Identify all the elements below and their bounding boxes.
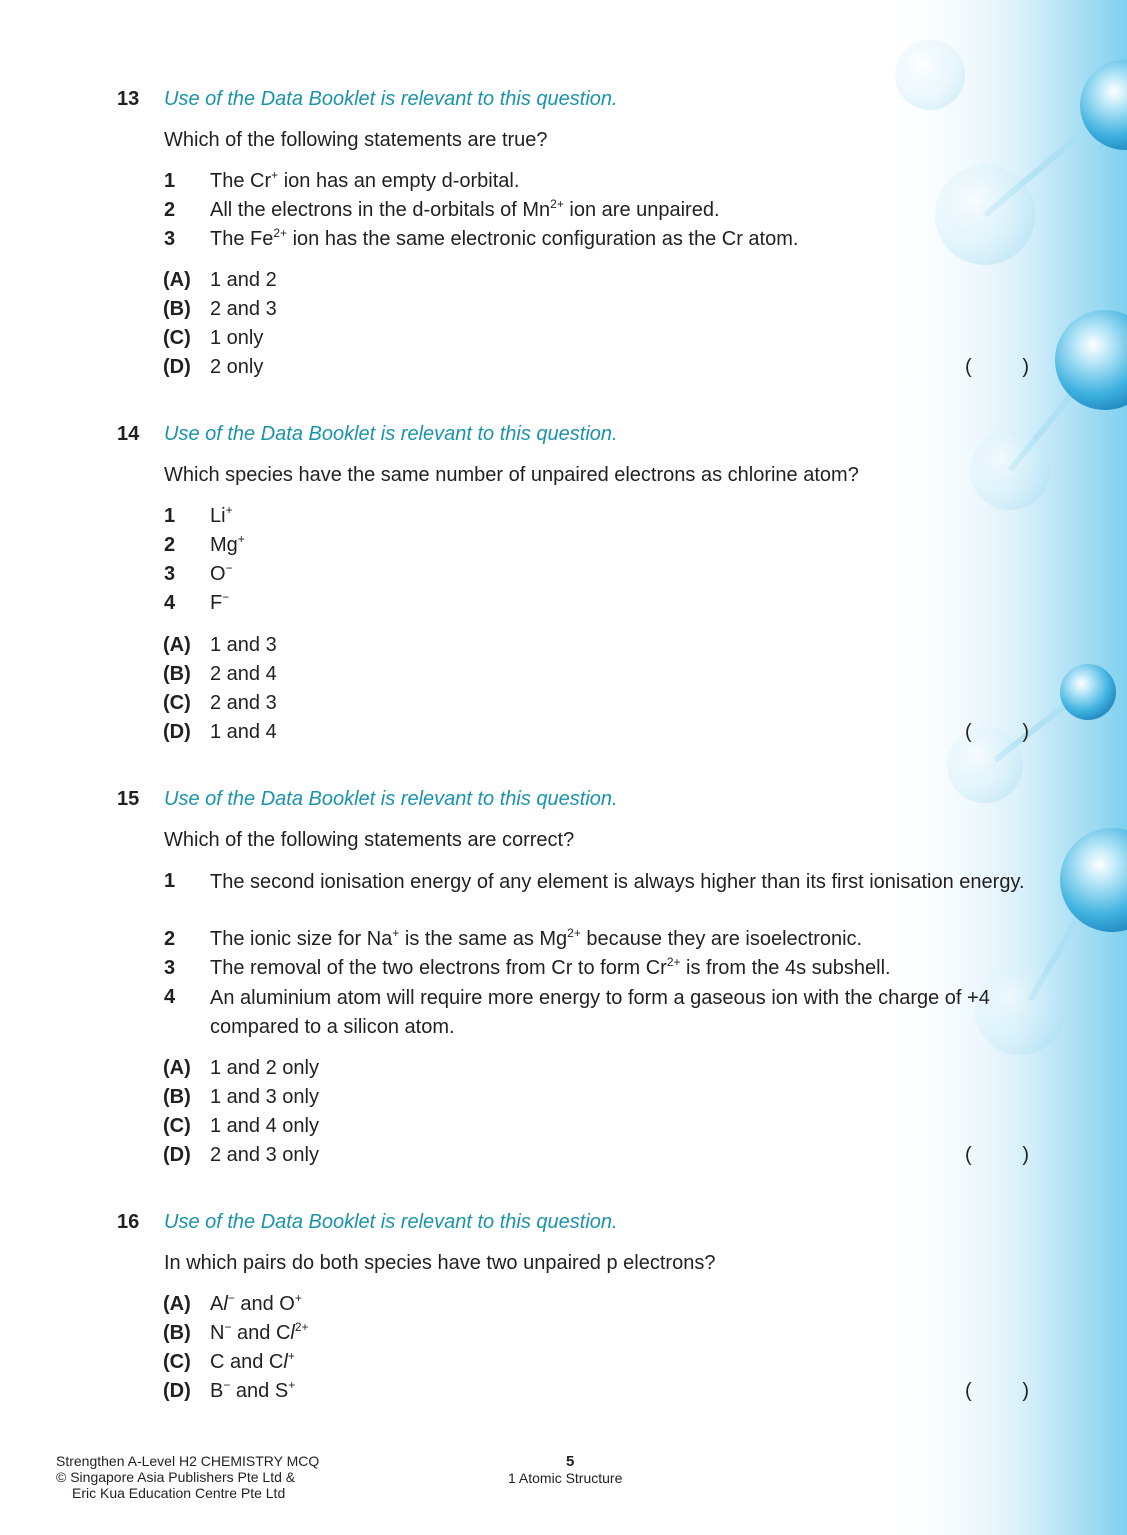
statement-text: F−	[210, 590, 230, 614]
option-label: (A)	[163, 634, 191, 656]
option-label: (D)	[163, 1144, 191, 1166]
statement	[0, 168, 1127, 197]
statement-number: 1	[164, 170, 176, 192]
option-text: 1 and 4	[210, 721, 277, 743]
statement	[0, 984, 1127, 1042]
statement	[0, 197, 1127, 226]
option-label: (A)	[163, 1057, 191, 1079]
question-number: 14	[117, 423, 140, 445]
statement	[0, 868, 1127, 926]
statement-number: 4	[164, 592, 176, 614]
option-text: 1 and 3	[210, 634, 277, 656]
option-text: 2 only	[210, 356, 264, 378]
statement-text: The Cr+ ion has an empty d-orbital.	[210, 168, 520, 192]
option-text: 2 and 3 only	[210, 1144, 319, 1166]
page-number: 5	[566, 1453, 575, 1470]
question-instruction: Use of the Data Booklet is relevant to this question.	[164, 1211, 618, 1233]
option-label: (C)	[163, 1115, 191, 1137]
statement-text: Mg+	[210, 532, 245, 556]
statement-text: The ionic size for Na+ is the same as $Mg^{2+}$ because they are isoelectronic.	[210, 926, 863, 950]
option-text: 2 and 3	[210, 298, 277, 320]
option-text: 2 and 3	[210, 692, 277, 714]
option-text: 2 and 4	[210, 663, 277, 685]
option-c	[0, 325, 1127, 354]
footer-publisher-line2: Eric Kua Education Centre Pte Ltd	[72, 1485, 286, 1501]
option-text: N− and $Cl^{2+}$	[210, 1320, 309, 1344]
footer-publisher-line1: © Singapore Asia Publishers Pte Ltd &	[56, 1469, 296, 1485]
statement	[0, 532, 1127, 561]
statement-number: 1	[164, 505, 176, 527]
option-text: Al− and O+	[210, 1291, 302, 1315]
statement-number: 3	[164, 957, 176, 979]
option-b	[0, 661, 1127, 690]
option-c	[0, 1113, 1127, 1142]
question-stem: In which pairs do both species have two unpaired p electrons?	[164, 1252, 716, 1274]
option-text: 1 and 3 only	[210, 1086, 319, 1108]
option-a	[0, 632, 1127, 661]
option-d: (D) 2 only ( )	[163, 356, 1029, 378]
option-label: (D)	[163, 356, 191, 378]
option-text: 1 and 2 only	[210, 1057, 319, 1079]
statement	[0, 955, 1127, 984]
option-a	[0, 267, 1127, 296]
option-label: (C)	[163, 1351, 191, 1373]
option-label: (B)	[163, 298, 191, 320]
statement-text: The second ionisation energy of any element is always higher than its first ionisation energy.	[210, 871, 1025, 893]
question-instruction: Use of the Data Booklet is relevant to this question.	[164, 788, 618, 810]
option-d: (D) 1 and 4 ( )	[163, 721, 1029, 743]
statement	[0, 226, 1127, 255]
statement	[0, 926, 1127, 955]
footer-chapter: 1 Atomic Structure	[508, 1470, 623, 1486]
question-number: 15	[117, 788, 140, 810]
statement-number: 3	[164, 563, 176, 585]
statement-text: The $Fe^{2+}$ ion has the same electronic configuration as the Cr atom.	[210, 226, 799, 250]
statement-text: All the electrons in the d-orbitals of $Mn^{2+}$ ion are unpaired.	[210, 197, 720, 221]
question-instruction: Use of the Data Booklet is relevant to this question.	[164, 88, 618, 110]
statement-text: O−	[210, 561, 233, 585]
option-label: (B)	[163, 1322, 191, 1344]
statement-number: 2	[164, 928, 176, 950]
option-b	[0, 1320, 1127, 1349]
statement	[0, 590, 1127, 619]
option-text: 1 only	[210, 327, 264, 349]
footer-book-title: Strengthen A-Level H2 CHEMISTRY MCQ	[56, 1453, 320, 1469]
statement-number: 2	[164, 534, 176, 556]
option-b	[0, 1084, 1127, 1113]
option-label: (A)	[163, 269, 191, 291]
question-stem: Which species have the same number of unpaired electrons as chlorine atom?	[164, 464, 859, 486]
option-label: (D)	[163, 1380, 191, 1402]
option-label: (D)	[163, 721, 191, 743]
option-label: (B)	[163, 1086, 191, 1108]
statement-number: 2	[164, 199, 176, 221]
question-stem: Which of the following statements are true?	[164, 129, 548, 151]
statement	[0, 561, 1127, 590]
option-a	[0, 1291, 1127, 1320]
question-number: 16	[117, 1211, 140, 1233]
statement-number: 3	[164, 228, 176, 250]
option-label: (A)	[163, 1293, 191, 1315]
statement-text: An aluminium atom will require more energy to form a gaseous ion with the charge of +4 compared to a silicon atom.	[210, 987, 990, 1038]
option-text: 1 and 4 only	[210, 1115, 319, 1137]
statement-text: Li+	[210, 503, 233, 527]
option-label: (C)	[163, 327, 191, 349]
option-c	[0, 690, 1127, 719]
option-d: (D) B− and S+ ( )	[163, 1378, 1029, 1402]
option-label: (C)	[163, 692, 191, 714]
question-stem: Which of the following statements are correct?	[164, 829, 575, 851]
option-text: C and Cl+	[210, 1349, 295, 1373]
option-a	[0, 1055, 1127, 1084]
statement	[0, 503, 1127, 532]
option-text: B− and S+	[210, 1378, 296, 1402]
statement-number: 4	[164, 986, 176, 1008]
statement-number: 1	[164, 870, 176, 892]
question-number: 13	[117, 88, 140, 110]
statement-text: The removal of the two electrons from Cr to form $Cr^{2+}$ is from the 4s subshell.	[210, 955, 891, 979]
option-label: (B)	[163, 663, 191, 685]
option-d: (D) 2 and 3 only ( )	[163, 1144, 1029, 1166]
option-b	[0, 296, 1127, 325]
option-c	[0, 1349, 1127, 1378]
option-text: 1 and 2	[210, 269, 277, 291]
question-instruction: Use of the Data Booklet is relevant to this question.	[164, 423, 618, 445]
